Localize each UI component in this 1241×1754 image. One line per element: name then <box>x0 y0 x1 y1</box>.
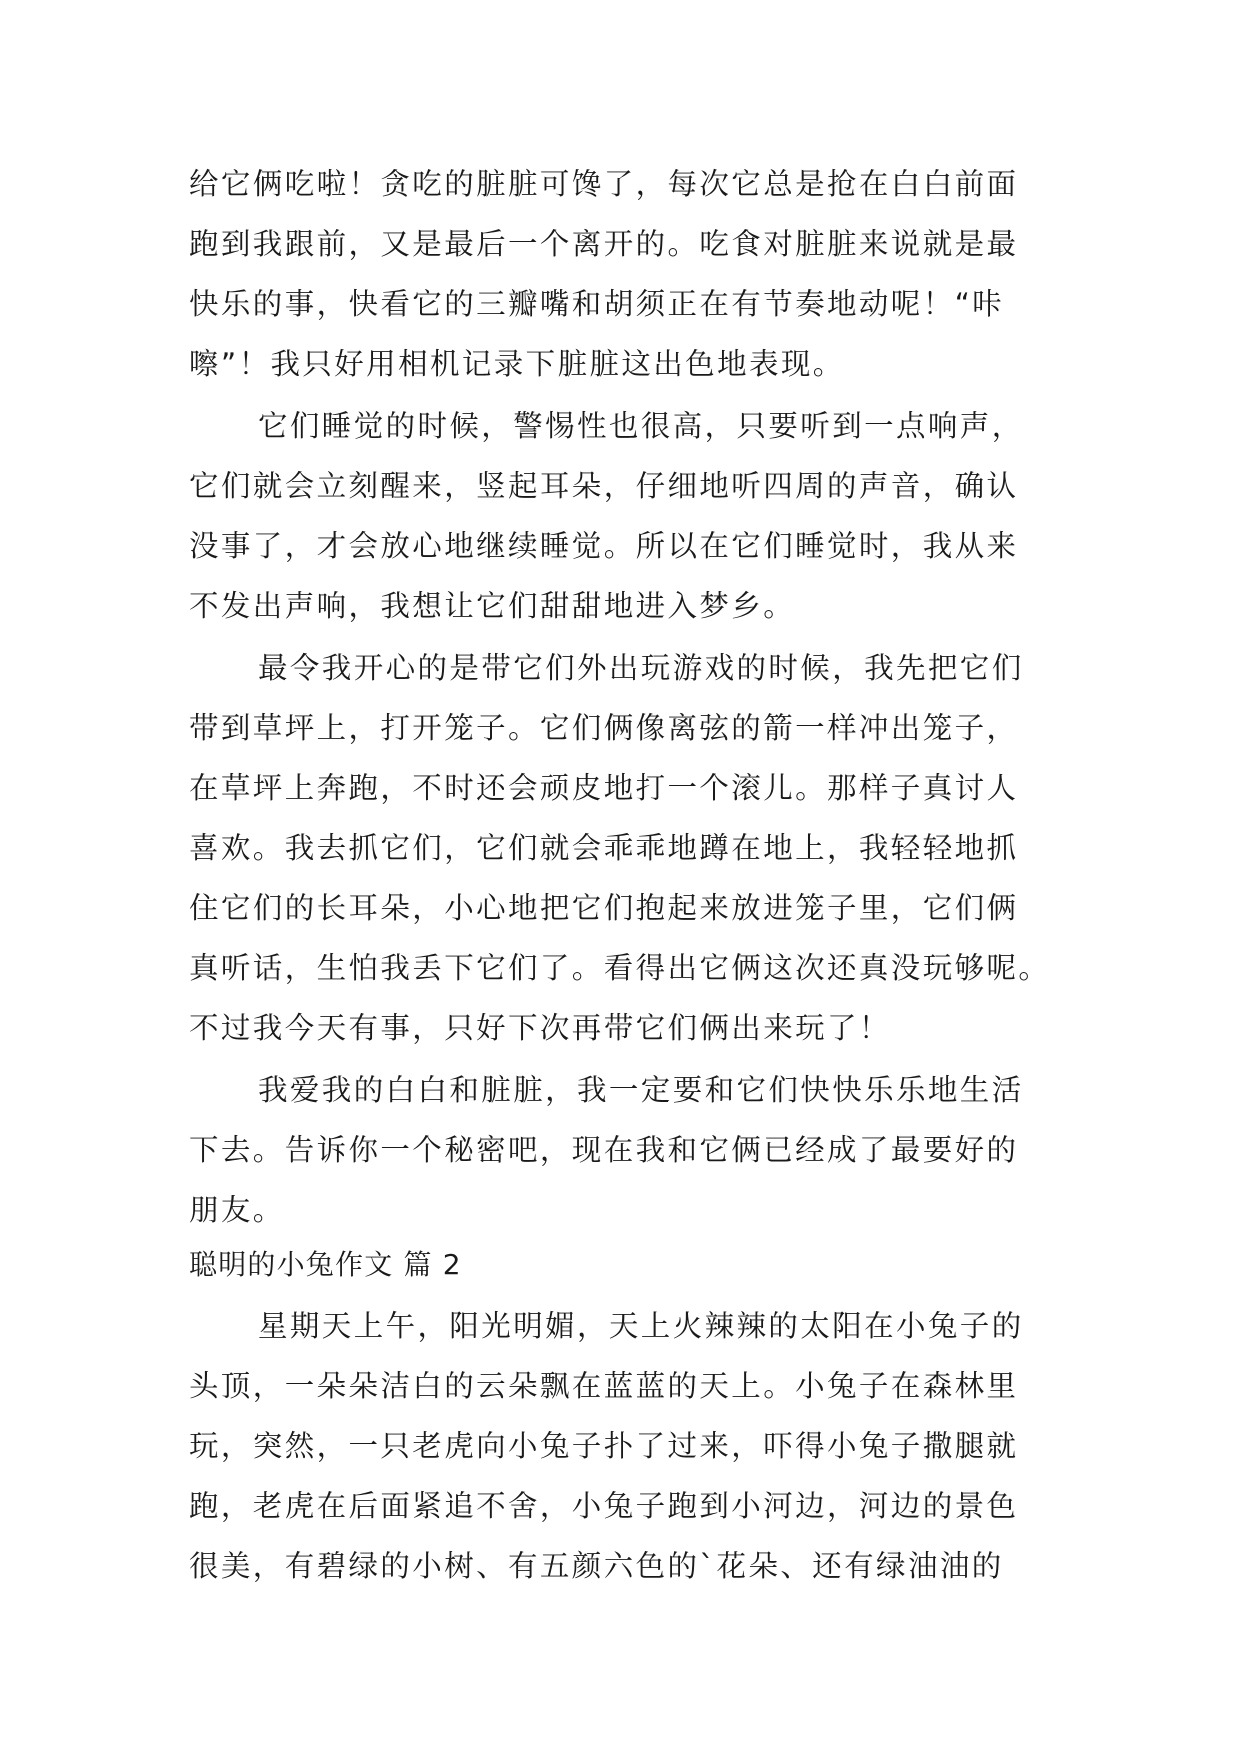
paragraph-line: 没事了，才会放心地继续睡觉。所以在它们睡觉时，我从来 <box>189 529 1019 563</box>
paragraph-line: 星期天上午，阳光明媚，天上火辣辣的太阳在小兔子的 <box>258 1309 1024 1343</box>
paragraph-line: 不过我今天有事，只好下次再带它们俩出来玩了！ <box>189 1011 891 1045</box>
paragraph-line: 跑，老虎在后面紧追不舍，小兔子跑到小河边，河边的景色 <box>189 1489 1019 1523</box>
paragraph-line: 很美，有碧绿的小树、有五颜六色的`花朵、还有绿油油的 <box>189 1549 1004 1583</box>
paragraph-line: 最令我开心的是带它们外出玩游戏的时候，我先把它们 <box>258 651 1024 685</box>
paragraph-line: 它们就会立刻醒来，竖起耳朵，仔细地听四周的声音，确认 <box>189 469 1019 503</box>
paragraph-line: 喜欢。我去抓它们，它们就会乖乖地蹲在地上，我轻轻地抓 <box>189 831 1019 865</box>
paragraph-line: 不发出声响，我想让它们甜甜地进入梦乡。 <box>189 589 796 623</box>
paragraph-line: 嚓”！我只好用相机记录下脏脏这出色地表现。 <box>189 347 845 381</box>
paragraph-line: 玩，突然，一只老虎向小兔子扑了过来，吓得小兔子撒腿就 <box>189 1429 1019 1463</box>
paragraph-line: 带到草坪上，打开笼子。它们俩像离弦的箭一样冲出笼子， <box>189 711 1019 745</box>
paragraph-line: 我爱我的白白和脏脏，我一定要和它们快快乐乐地生活 <box>258 1073 1024 1107</box>
paragraph-line: 住它们的长耳朵，小心地把它们抱起来放进笼子里，它们俩 <box>189 891 1019 925</box>
paragraph-line: 给它俩吃啦！贪吃的脏脏可馋了，每次它总是抢在白白前面 <box>189 167 1019 201</box>
paragraph-line: 朋友。 <box>189 1193 285 1227</box>
paragraph-line: 头顶，一朵朵洁白的云朵飘在蓝蓝的天上。小兔子在森林里 <box>189 1369 1019 1403</box>
paragraph-line: 下去。告诉你一个秘密吧，现在我和它俩已经成了最要好的 <box>189 1133 1019 1167</box>
paragraph-line: 在草坪上奔跑，不时还会顽皮地打一个滚儿。那样子真讨人 <box>189 771 1019 805</box>
paragraph-line: 快乐的事，快看它的三瓣嘴和胡须正在有节奏地动呢！“咔 <box>189 287 1005 321</box>
section-heading: 聪明的小兔作文 篇 2 <box>189 1248 462 1281</box>
paragraph-line: 真听话，生怕我丢下它们了。看得出它俩这次还真没玩够呢。 <box>189 951 1051 985</box>
paragraph-line: 它们睡觉的时候，警惕性也很高，只要听到一点响声， <box>258 409 1024 443</box>
paragraph-line: 跑到我跟前，又是最后一个离开的。吃食对脏脏来说就是最 <box>189 227 1019 261</box>
